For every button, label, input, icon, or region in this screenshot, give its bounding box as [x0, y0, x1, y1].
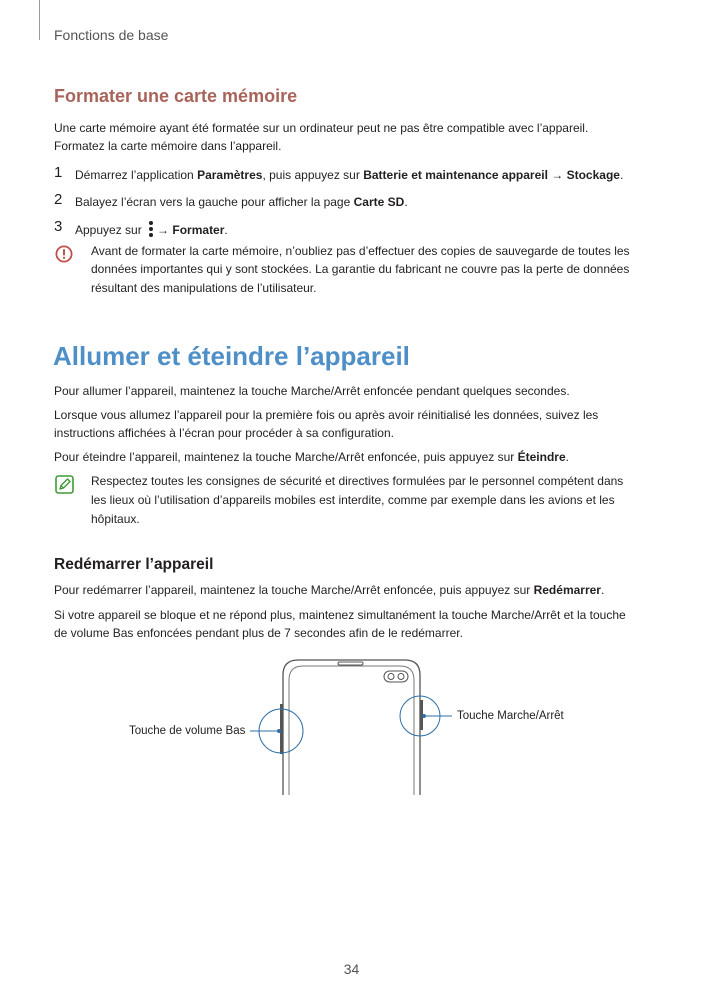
format-option-name: Formater	[172, 223, 225, 237]
note-line1: Respectez toutes les consignes de sécurité et directives formulées par le personnel compétent dans	[91, 474, 624, 488]
restart-title: Redémarrer l’appareil	[54, 556, 214, 573]
step-3-text: Appuyez sur → Formater.	[75, 220, 228, 239]
phone-illustration	[0, 650, 703, 800]
power-p1: Pour allumer l’appareil, maintenez la touche Marche/Arrêt enfoncée pendant quelques secondes.	[54, 384, 570, 398]
volume-key-label: Touche de volume Bas	[129, 725, 246, 737]
step-1-number: 1	[54, 164, 63, 181]
settings-app-name: Paramètres	[197, 168, 263, 182]
more-options-icon	[148, 220, 154, 238]
restart-p1: Pour redémarrer l’appareil, maintenez la touche Marche/Arrêt enfoncée, puis appuyez sur Redémarrer.	[54, 583, 605, 597]
storage-menu-name: Stockage	[566, 168, 620, 182]
power-p3: Pour éteindre l’appareil, maintenez la touche Marche/Arrêt enfoncée, puis appuyez sur Éteindre.	[54, 450, 569, 464]
restart-option: Redémarrer	[533, 583, 601, 597]
note-line3: hôpitaux.	[91, 512, 140, 526]
volume-callout-dot	[277, 729, 281, 733]
caution-line3: résultant des manipulations de l’utilisateur.	[91, 281, 317, 295]
caution-line2: données importantes qui y sont stockées. La garantie du fabricant ne couvre pas la perte de données	[91, 262, 630, 276]
step-2-text: Balayez l’écran vers la gauche pour afficher la page Carte SD.	[75, 195, 408, 209]
power-p2-line2: instructions affichées à l’écran pour procéder à sa configuration.	[54, 426, 394, 440]
format-intro-line1: Une carte mémoire ayant été formatée sur un ordinateur peut ne pas être compatible avec l’appareil.	[54, 121, 589, 135]
power-off-option: Éteindre	[517, 450, 566, 464]
front-camera-lens-2	[398, 674, 404, 680]
note-line2: les lieux où l’utilisation d’appareils mobiles est interdite, comme par exemple dans les avions et les	[91, 493, 615, 507]
header-rule	[39, 0, 40, 40]
caution-icon	[55, 245, 73, 263]
restart-p2-line1: Si votre appareil se bloque et ne répond plus, maintenez simultanément la touche Marche/Arrêt et la touche	[54, 608, 626, 622]
power-key-label: Touche Marche/Arrêt	[457, 710, 564, 722]
step-1-text: Démarrez l’application Paramètres, puis appuyez sur Batterie et maintenance appareil → Stockage.	[75, 168, 624, 182]
phone-speaker	[338, 662, 363, 665]
battery-menu-name: Batterie et maintenance appareil	[363, 168, 548, 182]
power-title: Allumer et éteindre l’appareil	[53, 341, 410, 371]
note-pencil-icon	[55, 475, 74, 494]
step-2-number: 2	[54, 191, 63, 208]
format-title: Formater une carte mémoire	[54, 86, 298, 106]
page-number: 34	[343, 961, 360, 977]
sd-card-page-name: Carte SD	[353, 195, 405, 209]
power-p2-line1: Lorsque vous allumez l’appareil pour la première fois ou après avoir réinitialisé les données, suivez les	[54, 408, 599, 422]
format-intro-line2: Formatez la carte mémoire dans l’appareil.	[54, 139, 282, 153]
front-camera-lens-1	[388, 674, 394, 680]
phone-outer-frame	[283, 660, 420, 795]
caution-line1: Avant de formater la carte mémoire, n’oubliez pas d’effectuer des copies de sauvegarde de toutes les	[91, 244, 630, 258]
step-3-number: 3	[54, 218, 63, 235]
phone-screen-edge	[289, 666, 414, 795]
power-callout-dot	[422, 714, 426, 718]
volume-key	[280, 704, 283, 754]
restart-p2-line2: de volume Bas enfoncées pendant plus de 7 secondes afin de le redémarrer.	[54, 626, 463, 640]
page-header: Fonctions de base	[54, 27, 169, 43]
